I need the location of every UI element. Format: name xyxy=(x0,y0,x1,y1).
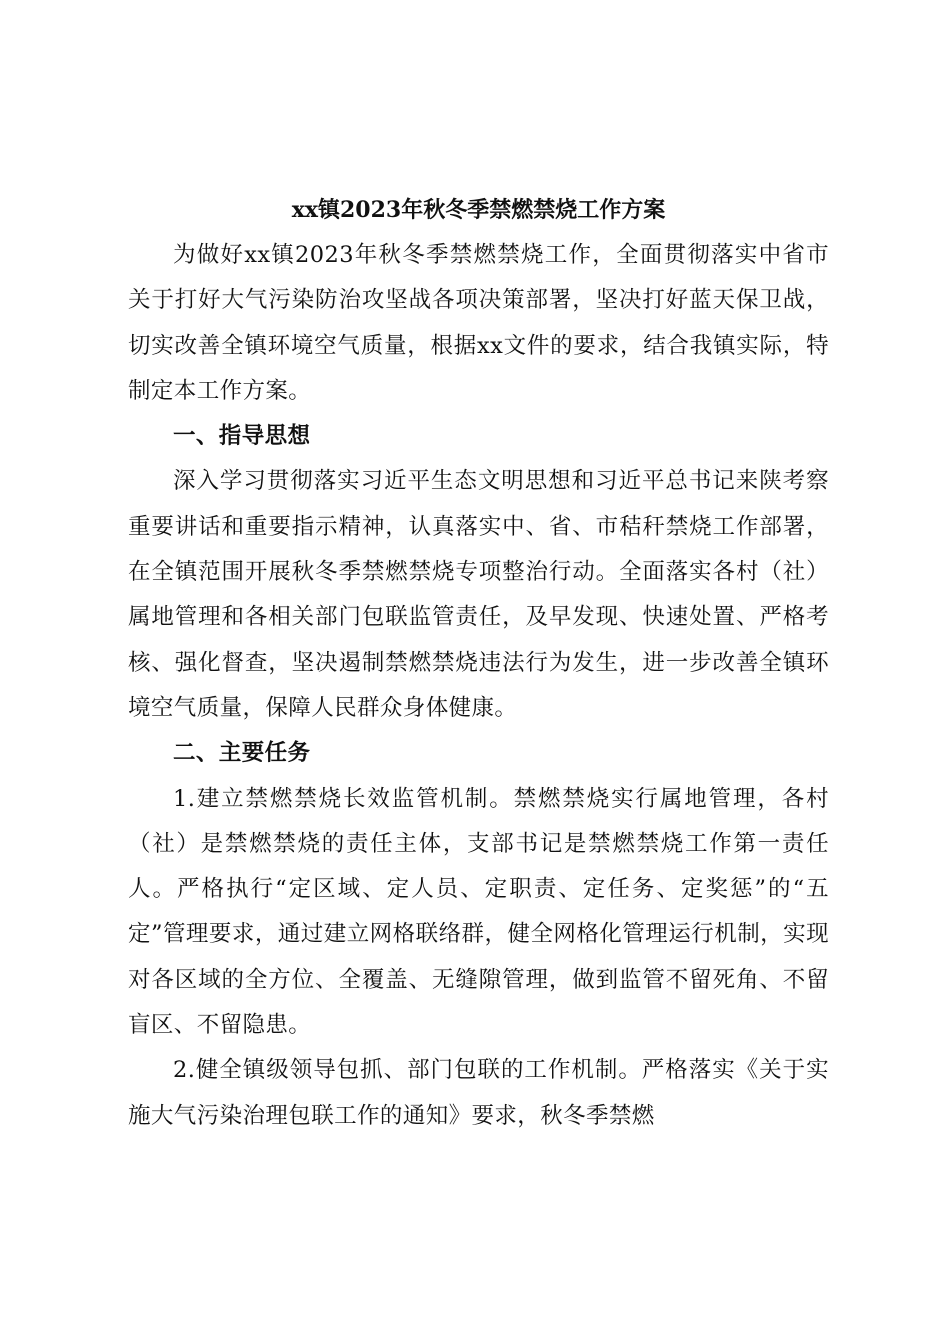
document-body xyxy=(128,188,829,1139)
section-heading-main-tasks: 二、主要任务 xyxy=(173,740,311,767)
task-item-2: 2.健全镇级领导包抓、部门包联的工作机制。严格落实《关于实施大气污染治理包联工作的通知》要求，秋冬季禁燃 xyxy=(128,1057,829,1129)
intro-paragraph: 为做好xx镇2023年秋冬季禁燃禁烧工作，全面贯彻落实中省市关于打好大气污染防治攻坚战各项决策部署，坚决打好蓝天保卫战，切实改善全镇环境空气质量，根据xx文件的要求，结合我镇实际，特制定本工作方案。 xyxy=(128,242,829,404)
task-item-1: 1.建立禁燃禁烧长效监管机制。禁燃禁烧实行属地管理，各村（社）是禁燃禁烧的责任主体，支部书记是禁燃禁烧工作第一责任人。严格执行“定区域、定人员、定职责、定任务、定奖惩”的“五定”管理要求，通过建立网格联络群，健全网格化管理运行机制，实现对各区域的全方位、全覆盖、无缝隙管理，做到监管不留死角、不留盲区、不留隐患。 xyxy=(128,785,829,1039)
guiding-ideology-paragraph: 深入学习贯彻落实习近平生态文明思想和习近平总书记来陕考察重要讲话和重要指示精神，认真落实中、省、市秸秆禁烧工作部署，在全镇范围开展秋冬季禁燃禁烧专项整治行动。全面落实各村（社）属地管理和各相关部门包联监管责任，及早发现、快速处置、严格考核、强化督查，坚决遏制禁燃禁烧违法行为发生，进一步改善全镇环境空气质量，保障人民群众身体健康。 xyxy=(128,468,829,721)
document-title: xx镇2023年秋冬季禁燃禁烧工作方案 xyxy=(291,197,666,223)
section-heading-guiding-ideology: 一、指导思想 xyxy=(173,423,311,450)
